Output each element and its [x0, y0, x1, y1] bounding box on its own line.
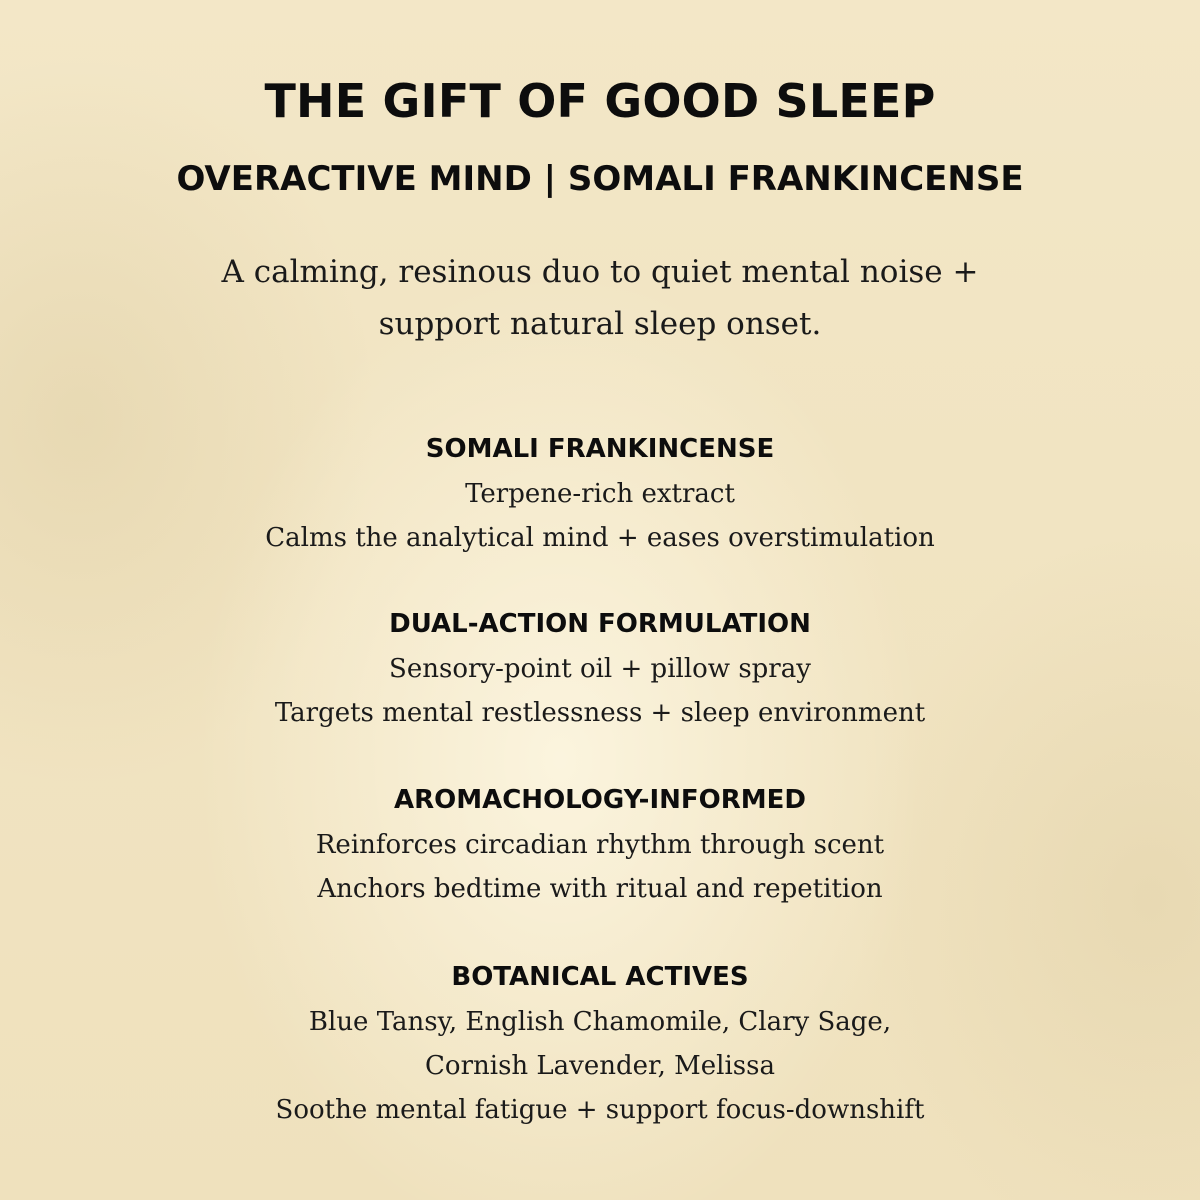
intro-text [150, 246, 1050, 350]
intro-line: A calming, resinous duo to quiet mental noise + [221, 254, 979, 290]
section-line: Targets mental restlessness + sleep environment [274, 698, 926, 728]
section-line: Soothe mental fatigue + support focus-downshift [275, 1095, 925, 1125]
section-heading: BOTANICAL ACTIVES [451, 962, 749, 992]
intro-line: support natural sleep onset. [378, 306, 822, 342]
section-heading: SOMALI FRANKINCENSE [425, 434, 775, 464]
section-line: Reinforces circadian rhythm through scent [315, 830, 885, 860]
section-botanical-actives [100, 960, 1100, 1132]
page-subtitle: OVERACTIVE MIND | SOMALI FRANKINCENSE [176, 159, 1024, 199]
section-line: Sensory-point oil + pillow spray [389, 654, 811, 684]
section-heading: DUAL-ACTION FORMULATION [389, 609, 811, 639]
section-line: Calms the analytical mind + eases overstimulation [265, 523, 935, 553]
section-line: Terpene-rich extract [465, 479, 735, 509]
section-heading: AROMACHOLOGY-INFORMED [393, 785, 807, 815]
section-dual-action-formulation [100, 607, 1100, 735]
section-aromachology-informed [100, 783, 1100, 911]
section-line: Blue Tansy, English Chamomile, Clary Sage, [308, 1007, 892, 1037]
section-somali-frankincense [100, 432, 1100, 560]
section-line: Cornish Lavender, Melissa [425, 1051, 775, 1081]
section-line: Anchors bedtime with ritual and repetition [317, 874, 883, 904]
page-title: THE GIFT OF GOOD SLEEP [264, 74, 936, 128]
